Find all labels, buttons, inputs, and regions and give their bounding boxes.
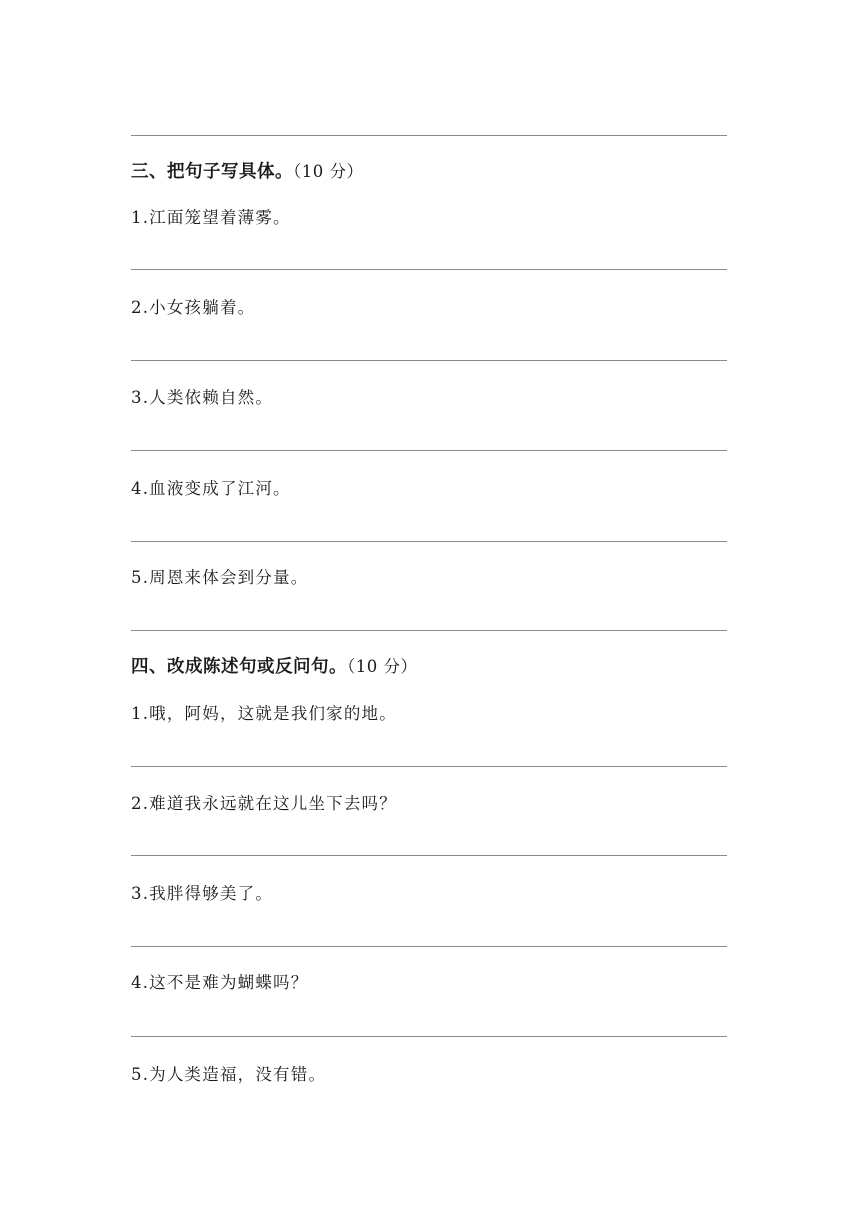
- exercise-item: 4.血液变成了江河。: [131, 479, 291, 498]
- section-title: 四、改成陈述句或反问句。: [131, 657, 347, 677]
- exercise-item: 5.周恩来体会到分量。: [131, 568, 309, 587]
- answer-line: [131, 946, 727, 947]
- answer-line: [131, 855, 727, 856]
- exercise-item: 1.江面笼望着薄雾。: [131, 208, 291, 227]
- section-score: （10 分）: [347, 657, 418, 676]
- answer-line: [131, 135, 727, 136]
- answer-line: [131, 269, 727, 270]
- answer-line: [131, 450, 727, 451]
- exercise-item: 5.为人类造福，没有错。: [131, 1065, 327, 1084]
- exercise-item: 3.我胖得够美了。: [131, 884, 274, 903]
- section-title: 三、把句子写具体。: [131, 162, 293, 182]
- answer-line: [131, 766, 727, 767]
- exercise-item: 2.难道我永远就在这儿坐下去吗？: [131, 794, 397, 813]
- answer-line: [131, 630, 727, 631]
- section-score: （10 分）: [293, 162, 364, 181]
- answer-line: [131, 1036, 727, 1037]
- exercise-item: 1.哦，阿妈，这就是我们家的地。: [131, 704, 397, 723]
- exercise-item: 2.小女孩躺着。: [131, 298, 256, 317]
- exercise-item: 3.人类依赖自然。: [131, 388, 274, 407]
- section-heading-4: [131, 656, 418, 678]
- answer-line: [131, 360, 727, 361]
- answer-line: [131, 541, 727, 542]
- section-heading-3: [131, 161, 364, 183]
- exercise-item: 4.这不是难为蝴蝶吗？: [131, 973, 309, 992]
